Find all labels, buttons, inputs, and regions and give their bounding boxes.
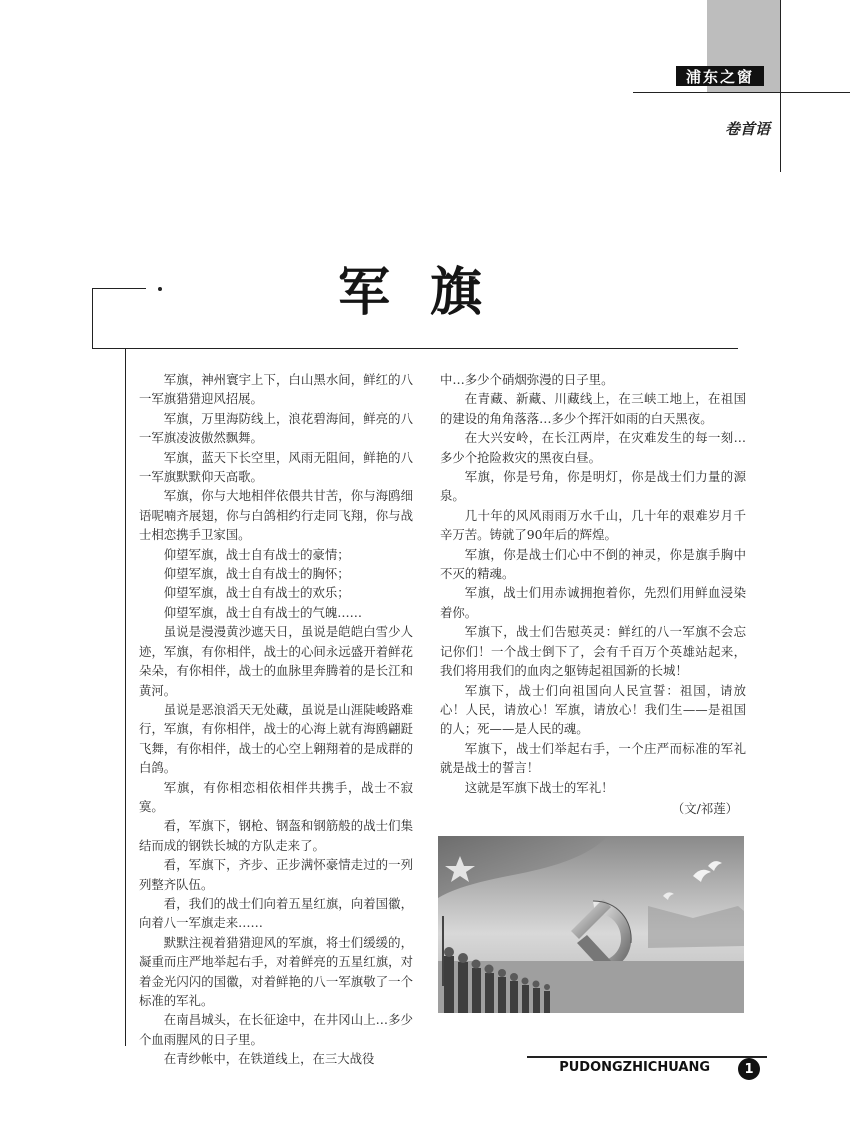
article-column-left	[139, 370, 413, 1069]
paragraph: 仰望军旗，战士自有战士的欢乐；	[163, 585, 350, 601]
paragraph: 默默注视着猎猎迎风的军旗，将士们缓缓的，凝重而庄严地举起右手，对着鲜亮的五星红旗，对着金光闪闪的国徽，对着鲜艳的八一军旗敬了一个标准的军礼。	[139, 934, 413, 1008]
paragraph: 军旗，战士们用赤诚拥抱着你，先烈们用鲜血浸染着你。	[440, 585, 746, 620]
paragraph: 仰望军旗，战士自有战士的豪情；	[163, 546, 350, 562]
paragraph: 军旗，蓝天下长空里，风雨无阻间，鲜艳的八一军旗默默仰天高歌。	[139, 449, 413, 485]
frame-rule	[92, 348, 738, 349]
footer-brand: PUDONGZHICHUANG	[559, 1060, 710, 1075]
paragraph: 几十年的风风雨雨万水千山，几十年的艰难岁月千辛万苦。铸就了90年后的辉煌。	[440, 507, 746, 543]
paragraph: 虽说是恶浪滔天无处藏，虽说是山涯陡峻路难行，军旗，有你相伴，战士的心海上就有海鸥翩跹飞舞，有你相伴，战士的心空上翱翔着的是成群的白鸽。	[139, 701, 413, 776]
paragraph: 仰望军旗，战士自有战士的气魄……	[163, 604, 363, 620]
paragraph: 在青纱帐中，在铁道线上，在三大战役	[163, 1051, 375, 1067]
page-number: 1	[738, 1058, 760, 1080]
paragraph: 看，我们的战士们向着五星红旗，向着国徽，向着八一军旗走来……	[139, 895, 413, 931]
paragraph: 看，军旗下，齐步、正步满怀豪情走过的一列列整齐队伍。	[139, 857, 413, 892]
header-rule-horizontal	[633, 92, 850, 93]
paragraph: 看，军旗下，钢枪、钢盔和钢筋般的战士们集结而成的钢铁长城的方队走来了。	[139, 818, 413, 853]
paragraph: 军旗下，战士们向祖国向人民宣誓：祖国，请放心！人民，请放心！军旗，请放心！我们生——是祖国的人；死——是人民的魂。	[440, 682, 746, 737]
article-title: 军旗	[337, 263, 522, 323]
article-column-right	[440, 370, 746, 818]
paragraph: 军旗，你是战士们心中不倒的神灵，你是旗手胸中不灭的精魂。	[440, 546, 746, 582]
author-credit: （文/祁莲）	[671, 800, 738, 816]
frame-rule	[92, 288, 146, 289]
paragraph: 军旗，神州寰宇上下，白山黑水间，鲜红的八一军旗猎猎迎风招展。	[139, 372, 413, 407]
section-label: 卷首语	[724, 120, 770, 138]
magazine-logo: 浦东之窗	[676, 66, 764, 86]
paragraph: 军旗，你是号角，你是明灯，你是战士们力量的源泉。	[440, 469, 746, 504]
illustration-flag-emblem-soldiers	[438, 836, 744, 1013]
footer-rule	[527, 1056, 767, 1058]
paragraph: 在南昌城头，在长征途中，在井冈山上…多少个血雨腥风的日子里。	[139, 1012, 413, 1047]
paragraph: 中…多少个硝烟弥漫的日子里。	[440, 372, 614, 387]
header-rule-vertical	[780, 0, 781, 172]
paragraph: 军旗，万里海防线上，浪花碧海间，鲜亮的八一军旗凌波傲然飘舞。	[139, 410, 413, 446]
frame-rule	[125, 348, 126, 1046]
paragraph: 军旗，你与大地相伴依偎共甘苦，你与海鸥细语呢喃齐展翅，你与白鸽相约行走同飞翔，你与战士相恋携手卫家国。	[139, 488, 413, 543]
paragraph: 军旗下，战士们告慰英灵：鲜红的八一军旗不会忘记你们！一个战士倒下了，会有千百万个英雄站起来，我们将用我们的血肉之躯铸起祖国新的长城！	[440, 624, 746, 679]
paragraph: 仰望军旗，战士自有战士的胸怀；	[163, 566, 350, 582]
frame-rule	[92, 288, 93, 349]
paragraph: 在青藏、新藏、川藏线上，在三峡工地上，在祖国的建设的角角落落…多少个挥汗如雨的白天黑夜。	[440, 391, 746, 426]
paragraph: 军旗下，战士们举起右手，一个庄严而标准的军礼就是战士的誓言！	[440, 740, 746, 776]
paragraph: 虽说是漫漫黄沙遮天日，虽说是皑皑白雪少人迹，军旗，有你相伴，战士的心间永远盛开着鲜花朵朵，有你相伴，战士的血脉里奔腾着的是长江和黄河。	[139, 624, 413, 698]
paragraph: 这就是军旗下战士的军礼！	[464, 779, 614, 795]
paragraph: 军旗，有你相恋相依相伴共携手，战士不寂寞。	[139, 779, 413, 814]
paragraph: 在大兴安岭，在长江两岸，在灾难发生的每一刻…多少个抢险救灾的黑夜白昼。	[440, 430, 746, 465]
title-dot	[158, 287, 162, 291]
